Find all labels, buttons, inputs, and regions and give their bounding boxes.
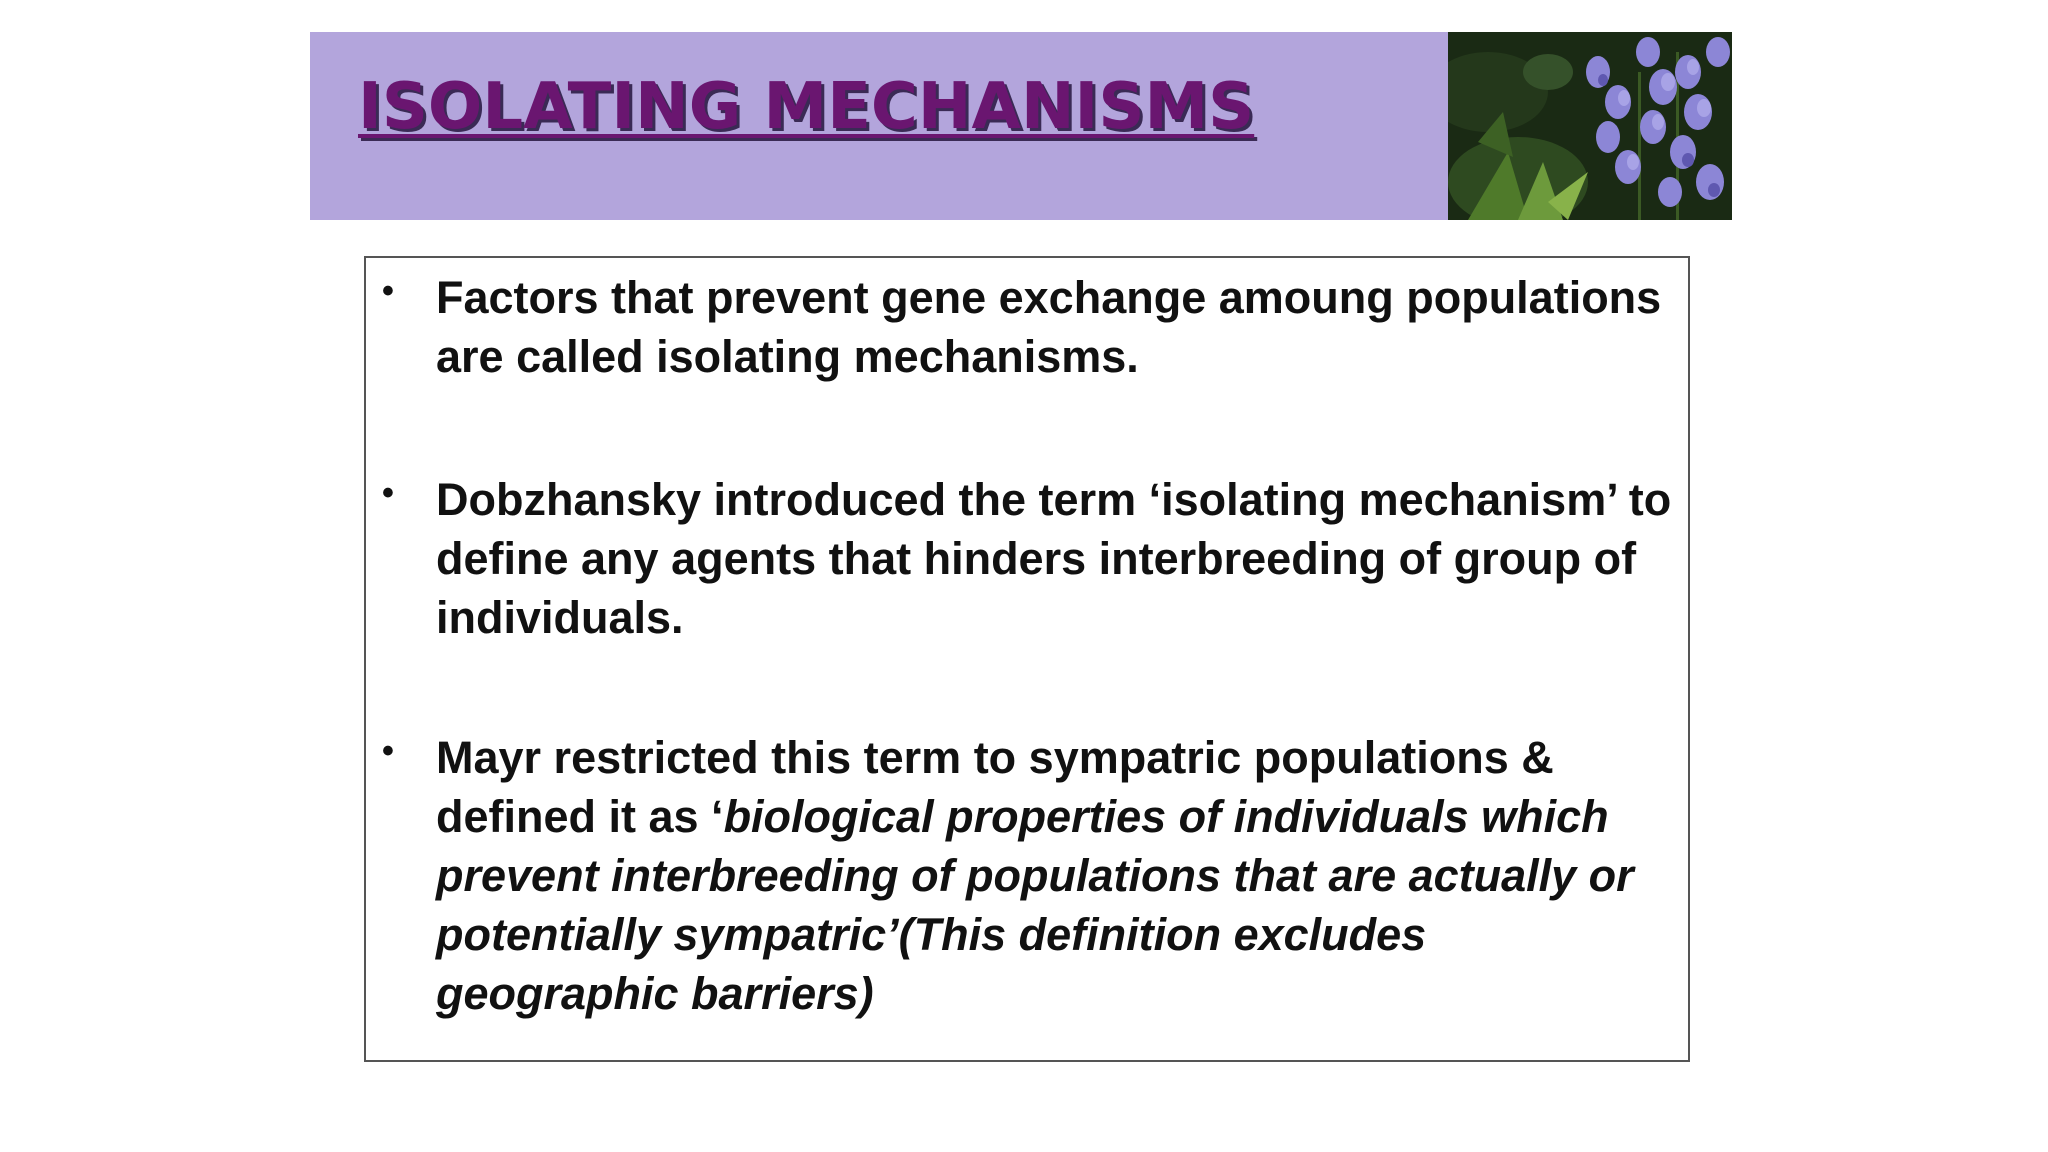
- bullet-marker: •: [382, 272, 394, 310]
- content-box: [364, 256, 1690, 1062]
- bullet-item: [382, 728, 1676, 1023]
- bluebell-flower-photo: [1448, 32, 1732, 220]
- bullet-text-italic: biological properties of individuals which prevent interbreeding of populations that are actually or potentially sympatric’(This definition excludes geographic barriers): [436, 791, 1634, 1019]
- bullet-item: [382, 268, 1676, 386]
- bullet-marker: •: [382, 732, 394, 770]
- bullet-item: [382, 470, 1676, 647]
- bullet-marker: •: [382, 474, 394, 512]
- slide-title: ISOLATING MECHANISMS: [358, 70, 1255, 144]
- bullet-text: Mayr restricted this term to sympatric populations & defined it as ‘: [436, 732, 1554, 842]
- title-bar: [310, 32, 1448, 220]
- bullet-text: Factors that prevent gene exchange amoung populations are called isolating mechanisms.: [436, 272, 1662, 382]
- bullet-text: Dobzhansky introduced the term ‘isolating mechanism’ to define any agents that hinders interbreeding of group of individuals.: [436, 474, 1672, 643]
